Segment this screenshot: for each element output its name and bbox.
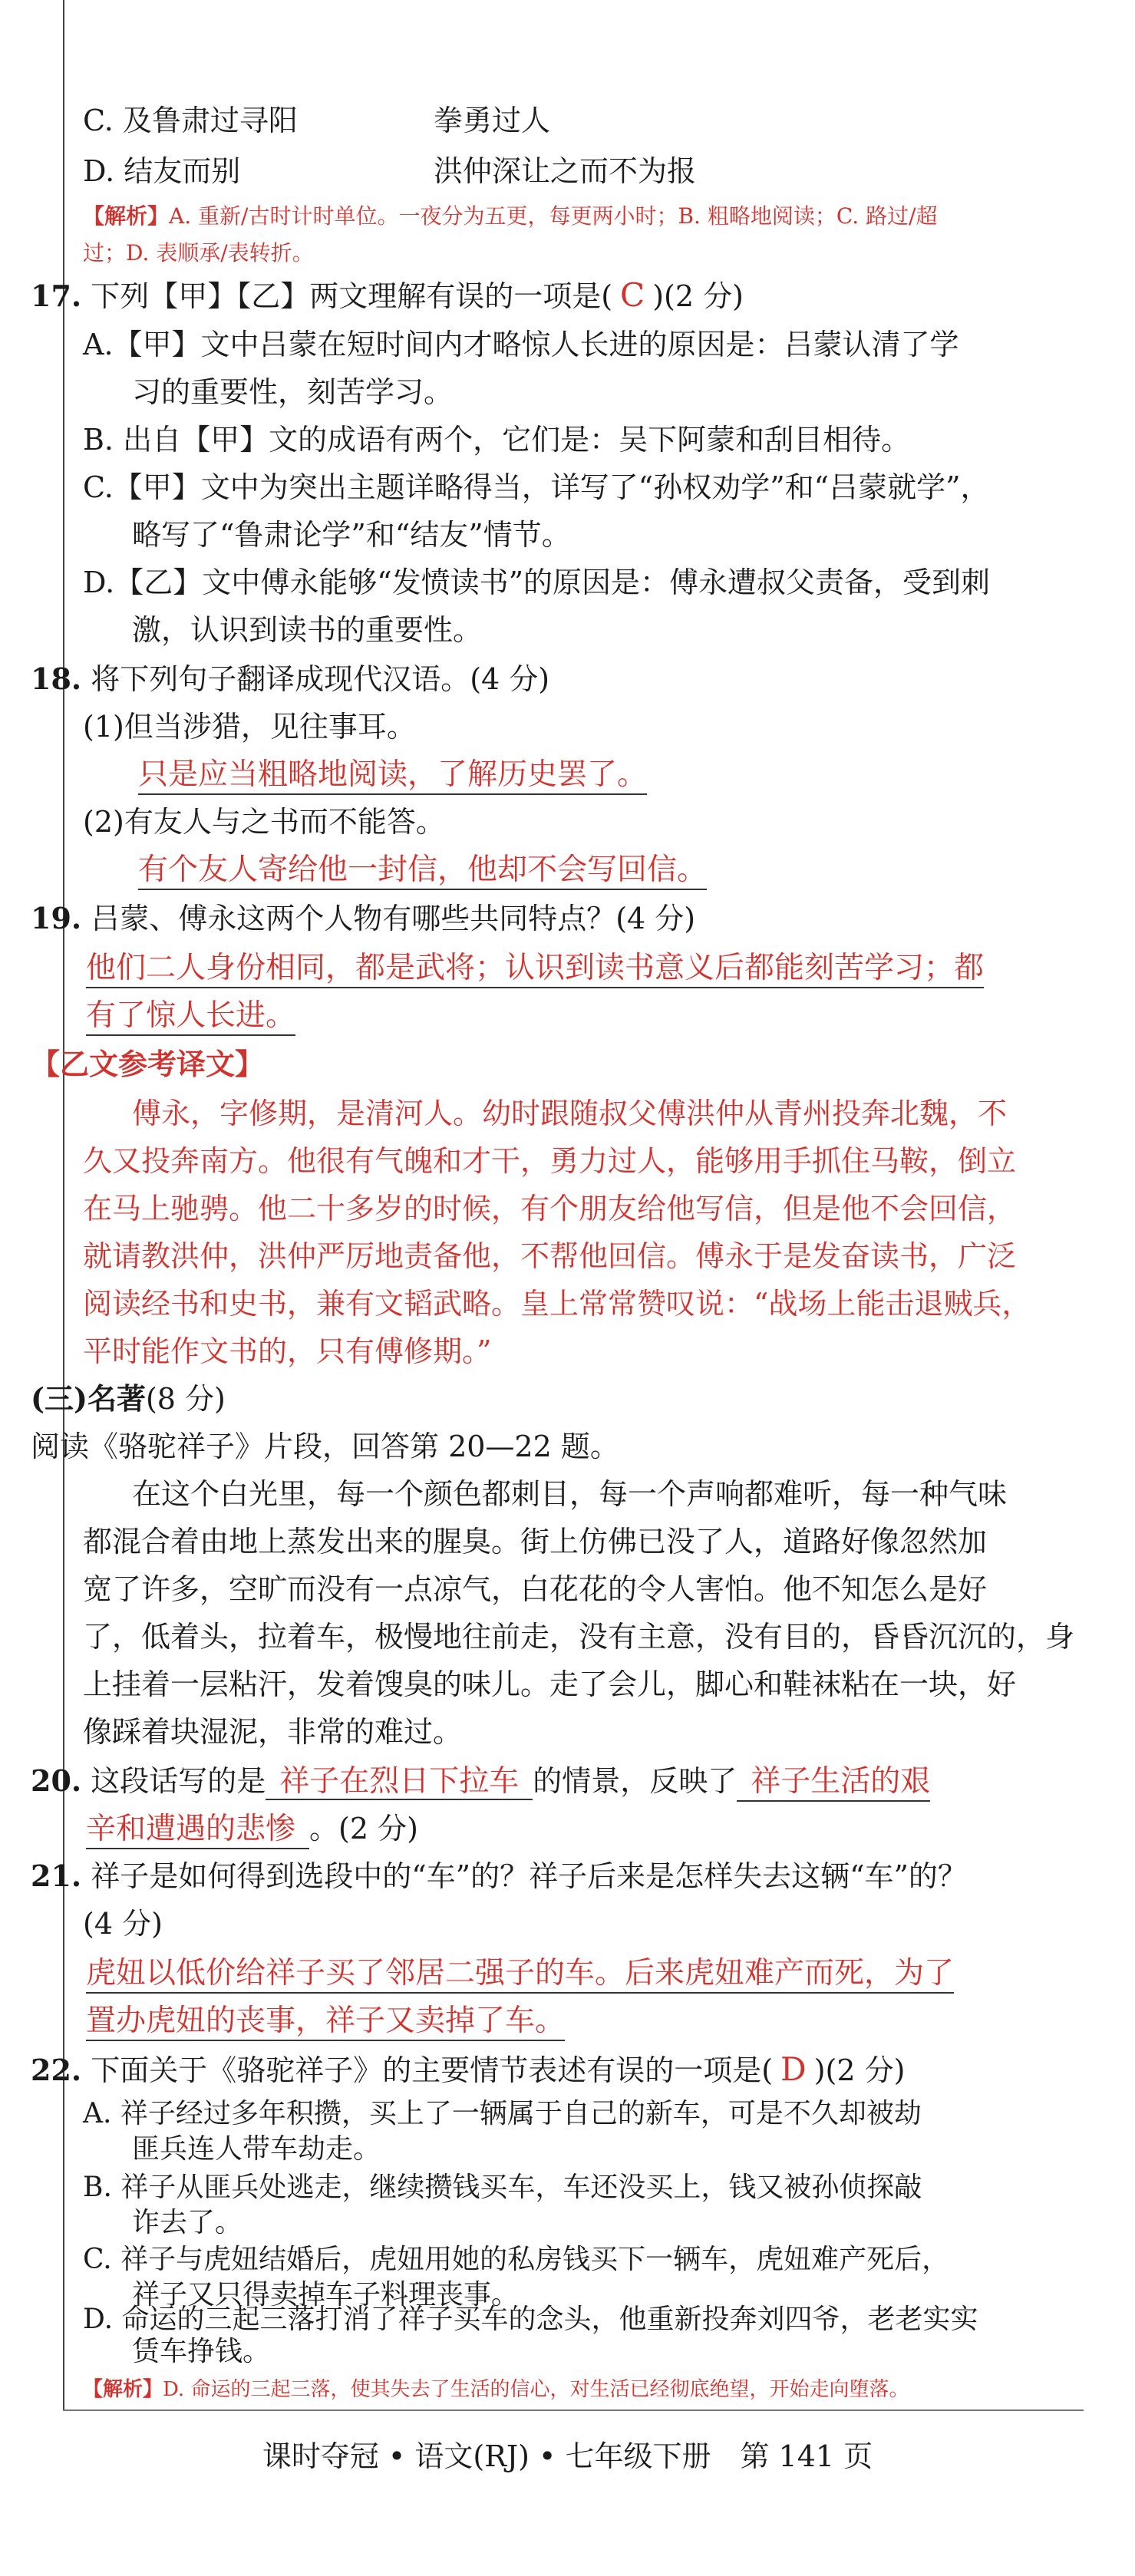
question-17-score: )(2 分) — [652, 279, 744, 313]
question-19-stem — [31, 899, 695, 938]
question-20-text-2: 的情景，反映了 — [533, 1764, 737, 1798]
question-number: 19. — [31, 901, 82, 935]
question-20-answer-2: 祥子生活的艰 — [737, 1764, 930, 1802]
analysis-1-line-1 — [83, 201, 938, 232]
passage-line: 了，低着头，拉着车，极慢地往前走，没有主意，没有目的，昏昏沉沉的，身 — [83, 1620, 1075, 1654]
answer-text: 只是应当粗略地阅读，了解历史罢了。 — [138, 757, 647, 795]
question-20-text-1: 这段话写的是 — [91, 1764, 266, 1798]
section-3-score: (8 分) — [145, 1382, 226, 1416]
section-3-intro: 阅读《骆驼祥子》片段，回答第 20—22 题。 — [31, 1430, 619, 1463]
question-21-answer-1 — [86, 1954, 954, 1993]
question-number: 18. — [31, 661, 82, 696]
question-17-stem-text: 下列【甲】【乙】两文理解有误的一项是( — [91, 279, 613, 313]
question-19-stem-text: 吕蒙、傅永这两个人物有哪些共同特点？(4 分) — [91, 902, 696, 935]
analysis-2-text: D. 命运的三起三落，使其失去了生活的信心，对生活已经彻底绝望，开始走向堕落。 — [163, 2378, 909, 2401]
question-20-score: 。(2 分) — [309, 1812, 418, 1845]
footer-rule — [63, 2409, 1084, 2411]
question-17-option-a-1: A.【甲】文中吕蒙在短时间内才略惊人长进的原因是：吕蒙认清了学 — [83, 328, 959, 361]
passage-line: 上挂着一层粘汗，发着馊臭的味儿。走了会儿，脚心和鞋袜粘在一块，好 — [83, 1667, 1017, 1701]
question-19-answer-2 — [86, 996, 295, 1035]
translation-line: 久又投奔南方。他很有气魄和才干，勇力过人，能够用手抓住马鞍，倒立 — [83, 1144, 1017, 1178]
option-d-left: D. 结友而别 — [83, 154, 241, 188]
question-18-stem-text: 将下列句子翻译成现代汉语。(4 分) — [91, 662, 550, 696]
question-number: 22. — [31, 2053, 82, 2087]
question-17-option-d-2: 激，认识到读书的重要性。 — [132, 613, 483, 647]
question-17-option-d-1: D.【乙】文中傅永能够“发愤读书”的原因是：傅永遭叔父责备，受到刺 — [83, 566, 991, 599]
question-22-option-b-2: 诈去了。 — [132, 2207, 243, 2238]
analysis-tag: 【解析】 — [83, 2378, 163, 2401]
question-17-option-c-1: C.【甲】文中为突出主题详略得当，详写了“孙权劝学”和“吕蒙就学”， — [83, 470, 990, 504]
question-18-answer-2 — [138, 850, 707, 889]
question-22-option-d-2: 赁车挣钱。 — [132, 2336, 271, 2367]
question-22-score: )(2 分) — [813, 2053, 906, 2087]
translation-line: 傅永，字修期，是清河人。幼时跟随叔父傅洪仲从青州投奔北魏，不 — [132, 1097, 1008, 1130]
question-number: 21. — [31, 1859, 82, 1893]
translation-line: 就请教洪仲，洪仲严厉地责备他，不帮他回信。傅永于是发奋读书，广泛 — [83, 1239, 1017, 1273]
answer-text: 有了惊人长进。 — [86, 998, 295, 1036]
section-3-title: (三)名著 — [31, 1381, 146, 1416]
question-number: 20. — [31, 1763, 82, 1798]
passage-line: 在这个白光里，每一个颜色都刺目，每一个声响都难听，每一种气味 — [132, 1477, 1008, 1511]
question-20-line-1 — [31, 1762, 930, 1801]
question-22-answer: D — [780, 2050, 807, 2088]
analysis-1-text-1: A. 重新/古时计时单位。一夜分为五更，每更两小时；B. 粗略地阅读；C. 路过/超 — [169, 203, 938, 229]
page-footer: 课时夺冠 • 语文(RJ) • 七年级下册 第 141 页 — [262, 2439, 873, 2473]
question-22-stem — [31, 2050, 905, 2089]
question-21-answer-2 — [86, 2001, 565, 2040]
option-d-right: 洪仲深让之而不为报 — [434, 154, 697, 188]
question-22-stem-text: 下面关于《骆驼祥子》的主要情节表述有误的一项是( — [91, 2053, 774, 2087]
question-22-option-b-1: B. 祥子从匪兵处逃走，继续攒钱买车，车还没买上，钱又被孙侦探敲 — [83, 2172, 922, 2203]
question-20-line-2 — [86, 1809, 418, 1849]
analysis-2 — [83, 2374, 909, 2405]
answer-text: 他们二人身份相同，都是武将；认识到读书意义后都能刻苦学习；都 — [86, 951, 984, 988]
answer-text: 置办虎妞的丧事，祥子又卖掉了车。 — [86, 2004, 565, 2041]
passage-line: 宽了许多，空旷而没有一点凉气，白花花的令人害怕。他不知怎么是好 — [83, 1572, 988, 1606]
question-18-sentence-2: (2)有友人与之书而不能答。 — [83, 805, 445, 839]
passage-line: 像踩着块湿泥，非常的难过。 — [83, 1715, 463, 1749]
question-18-answer-1 — [138, 755, 647, 794]
question-21-stem — [31, 1857, 967, 1895]
question-17-option-c-2: 略写了“鲁肃论学”和“结友”情节。 — [132, 518, 571, 552]
question-18-sentence-1: (1)但当涉猎，见往事耳。 — [83, 710, 416, 744]
question-19-answer-1 — [86, 948, 984, 988]
question-22-option-c-2: 祥子又只得卖掉车子料理丧事。 — [132, 2279, 520, 2310]
analysis-tag: 【解析】 — [83, 203, 170, 229]
translation-line: 在马上驰骋。他二十多岁的时候，有个朋友给他写信，但是他不会回信， — [83, 1192, 1017, 1225]
question-17-option-a-2: 习的重要性，刻苦学习。 — [132, 375, 454, 409]
question-22-option-a-1: A. 祥子经过多年积攒，买上了一辆属于自己的新车，可是不久却被劫 — [83, 2098, 922, 2129]
answer-text: 虎妞以低价给祥子买了邻居二强子的车。后来虎妞难产而死，为了 — [86, 1956, 954, 1994]
passage-line: 都混合着由地上蒸发出来的腥臭。街上仿佛已没了人，道路好像忽然加 — [83, 1525, 988, 1558]
question-17-option-b: B. 出自【甲】文的成语有两个，它们是：吴下阿蒙和刮目相待。 — [83, 423, 911, 457]
question-17-stem — [31, 276, 744, 315]
left-margin-rule — [63, 0, 64, 2409]
question-20-answer-1: 祥子在烈日下拉车 — [266, 1764, 533, 1800]
translation-line: 平时能作文书的，只有傅修期。” — [83, 1334, 492, 1368]
question-22-option-a-2: 匪兵连人带车劫走。 — [132, 2133, 381, 2165]
question-21-stem-text: 祥子是如何得到选段中的“车”的？祥子后来是怎样失去这辆“车”的？ — [91, 1859, 967, 1893]
translation-title: 【乙文参考译文】 — [31, 1047, 265, 1081]
question-20-answer-3: 辛和遭遇的悲惨 — [86, 1812, 309, 1849]
question-21-score: (4 分) — [83, 1907, 163, 1941]
section-3-heading — [31, 1380, 226, 1418]
question-18-stem — [31, 660, 549, 698]
option-c-left: C. 及鲁肃过寻阳 — [83, 104, 298, 137]
answer-text: 有个友人寄给他一封信，他却不会写回信。 — [138, 853, 707, 890]
question-number: 17. — [31, 279, 82, 313]
translation-line: 阅读经书和史书，兼有文韬武略。皇上常常赞叹说：“战场上能击退贼兵， — [83, 1287, 1031, 1321]
question-22-option-d-1: D. 命运的三起三落打消了祥子买车的念头，他重新投奔刘四爷，老老实实 — [83, 2304, 978, 2335]
question-17-answer: C — [620, 276, 645, 314]
option-c-right: 拳勇过人 — [434, 104, 551, 137]
analysis-1-line-2: 过；D. 表顺承/表转折。 — [83, 240, 314, 266]
question-22-option-c-1: C. 祥子与虎妞结婚后，虎妞用她的私房钱买下一辆车，虎妞难产死后， — [83, 2244, 950, 2275]
